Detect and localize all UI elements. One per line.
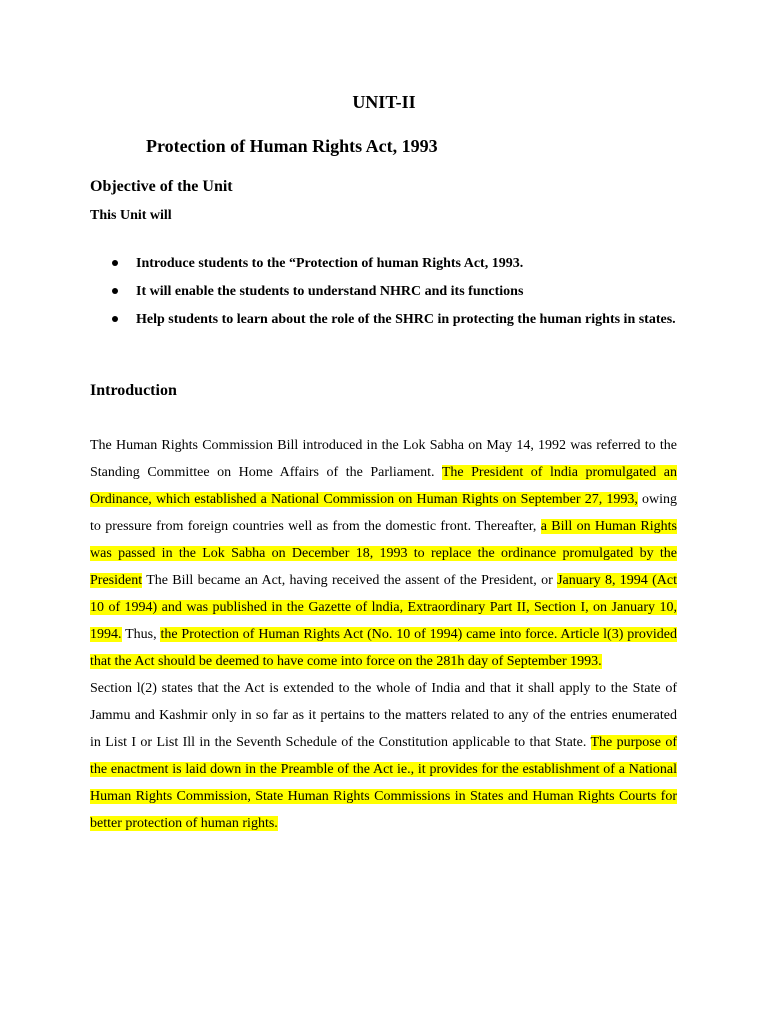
- highlighted-text: January 8, 1994 (Act 10 of 1994) and was published in the Gazette of lndia, Extraordinary Part II, Section I, on January 10, 1994.: [90, 573, 677, 642]
- text-run: The Bill became an Act, having received the assent of the President, or: [142, 573, 558, 588]
- objective-heading: Objective of the Unit: [90, 178, 233, 195]
- bullet-icon: [112, 316, 118, 322]
- unit-title: UNIT-II: [352, 92, 416, 112]
- list-item: [90, 250, 690, 277]
- introduction-heading: Introduction: [90, 382, 177, 399]
- text-run: Thus,: [121, 627, 161, 642]
- text-run: The Human Rights Commission Bill introduced in the Lok Sabha on May 14, 1992 was referred to the Standing Committee on Home Affairs of the Parliament.: [90, 438, 677, 480]
- objectives-list: [90, 250, 690, 334]
- highlighted-text: the Protection of Human Rights Act (No. 10 of 1994) came into force. Article l(3) provided that the Act should be deemed to have come into force on the 281h day of September 1993.: [90, 627, 677, 669]
- highlighted-text: The President of lndia promulgated an Ordinance, which established a National Commission on Human Rights on September 27, 1993,: [90, 465, 678, 507]
- introduction-body: [90, 432, 677, 837]
- highlighted-text: The purpose of the enactment is laid down in the Preamble of the Act ie., it provides for the establishment of a National Human Rights Commission, State Human Rights Commissions in States and Human Rights Courts for better protection of human rights.: [90, 735, 677, 831]
- objective-text: Introduce students to the “Protection of human Rights Act, 1993.: [136, 256, 524, 271]
- list-item: [90, 306, 690, 333]
- bullet-icon: [112, 288, 118, 294]
- list-item: [90, 278, 690, 305]
- bullet-icon: [112, 260, 118, 266]
- objective-text: It will enable the students to understand NHRC and its functions: [136, 284, 524, 299]
- highlighted-text: a Bill on Human Rights was passed in the Lok Sabha on December 18, 1993 to replace the ordinance promulgated by the President: [90, 519, 677, 588]
- text-run: owing to pressure from foreign countries well as from the domestic front. Thereafter,: [90, 492, 678, 534]
- paragraph-2: [90, 675, 677, 837]
- objective-text: Help students to learn about the role of the SHRC in protecting the human rights in states.: [136, 312, 676, 327]
- act-title: Protection of Human Rights Act, 1993: [146, 136, 438, 156]
- paragraph-1: [90, 432, 677, 675]
- unit-will-text: This Unit will: [90, 208, 172, 223]
- text-run: Section l(2) states that the Act is extended to the whole of India and that it shall apply to the State of Jammu and Kashmir only in so far as it pertains to the matters related to any of the entries enumerated in List I or List Ill in the Seventh Schedule of the Constitution applicable to that State.: [90, 681, 677, 750]
